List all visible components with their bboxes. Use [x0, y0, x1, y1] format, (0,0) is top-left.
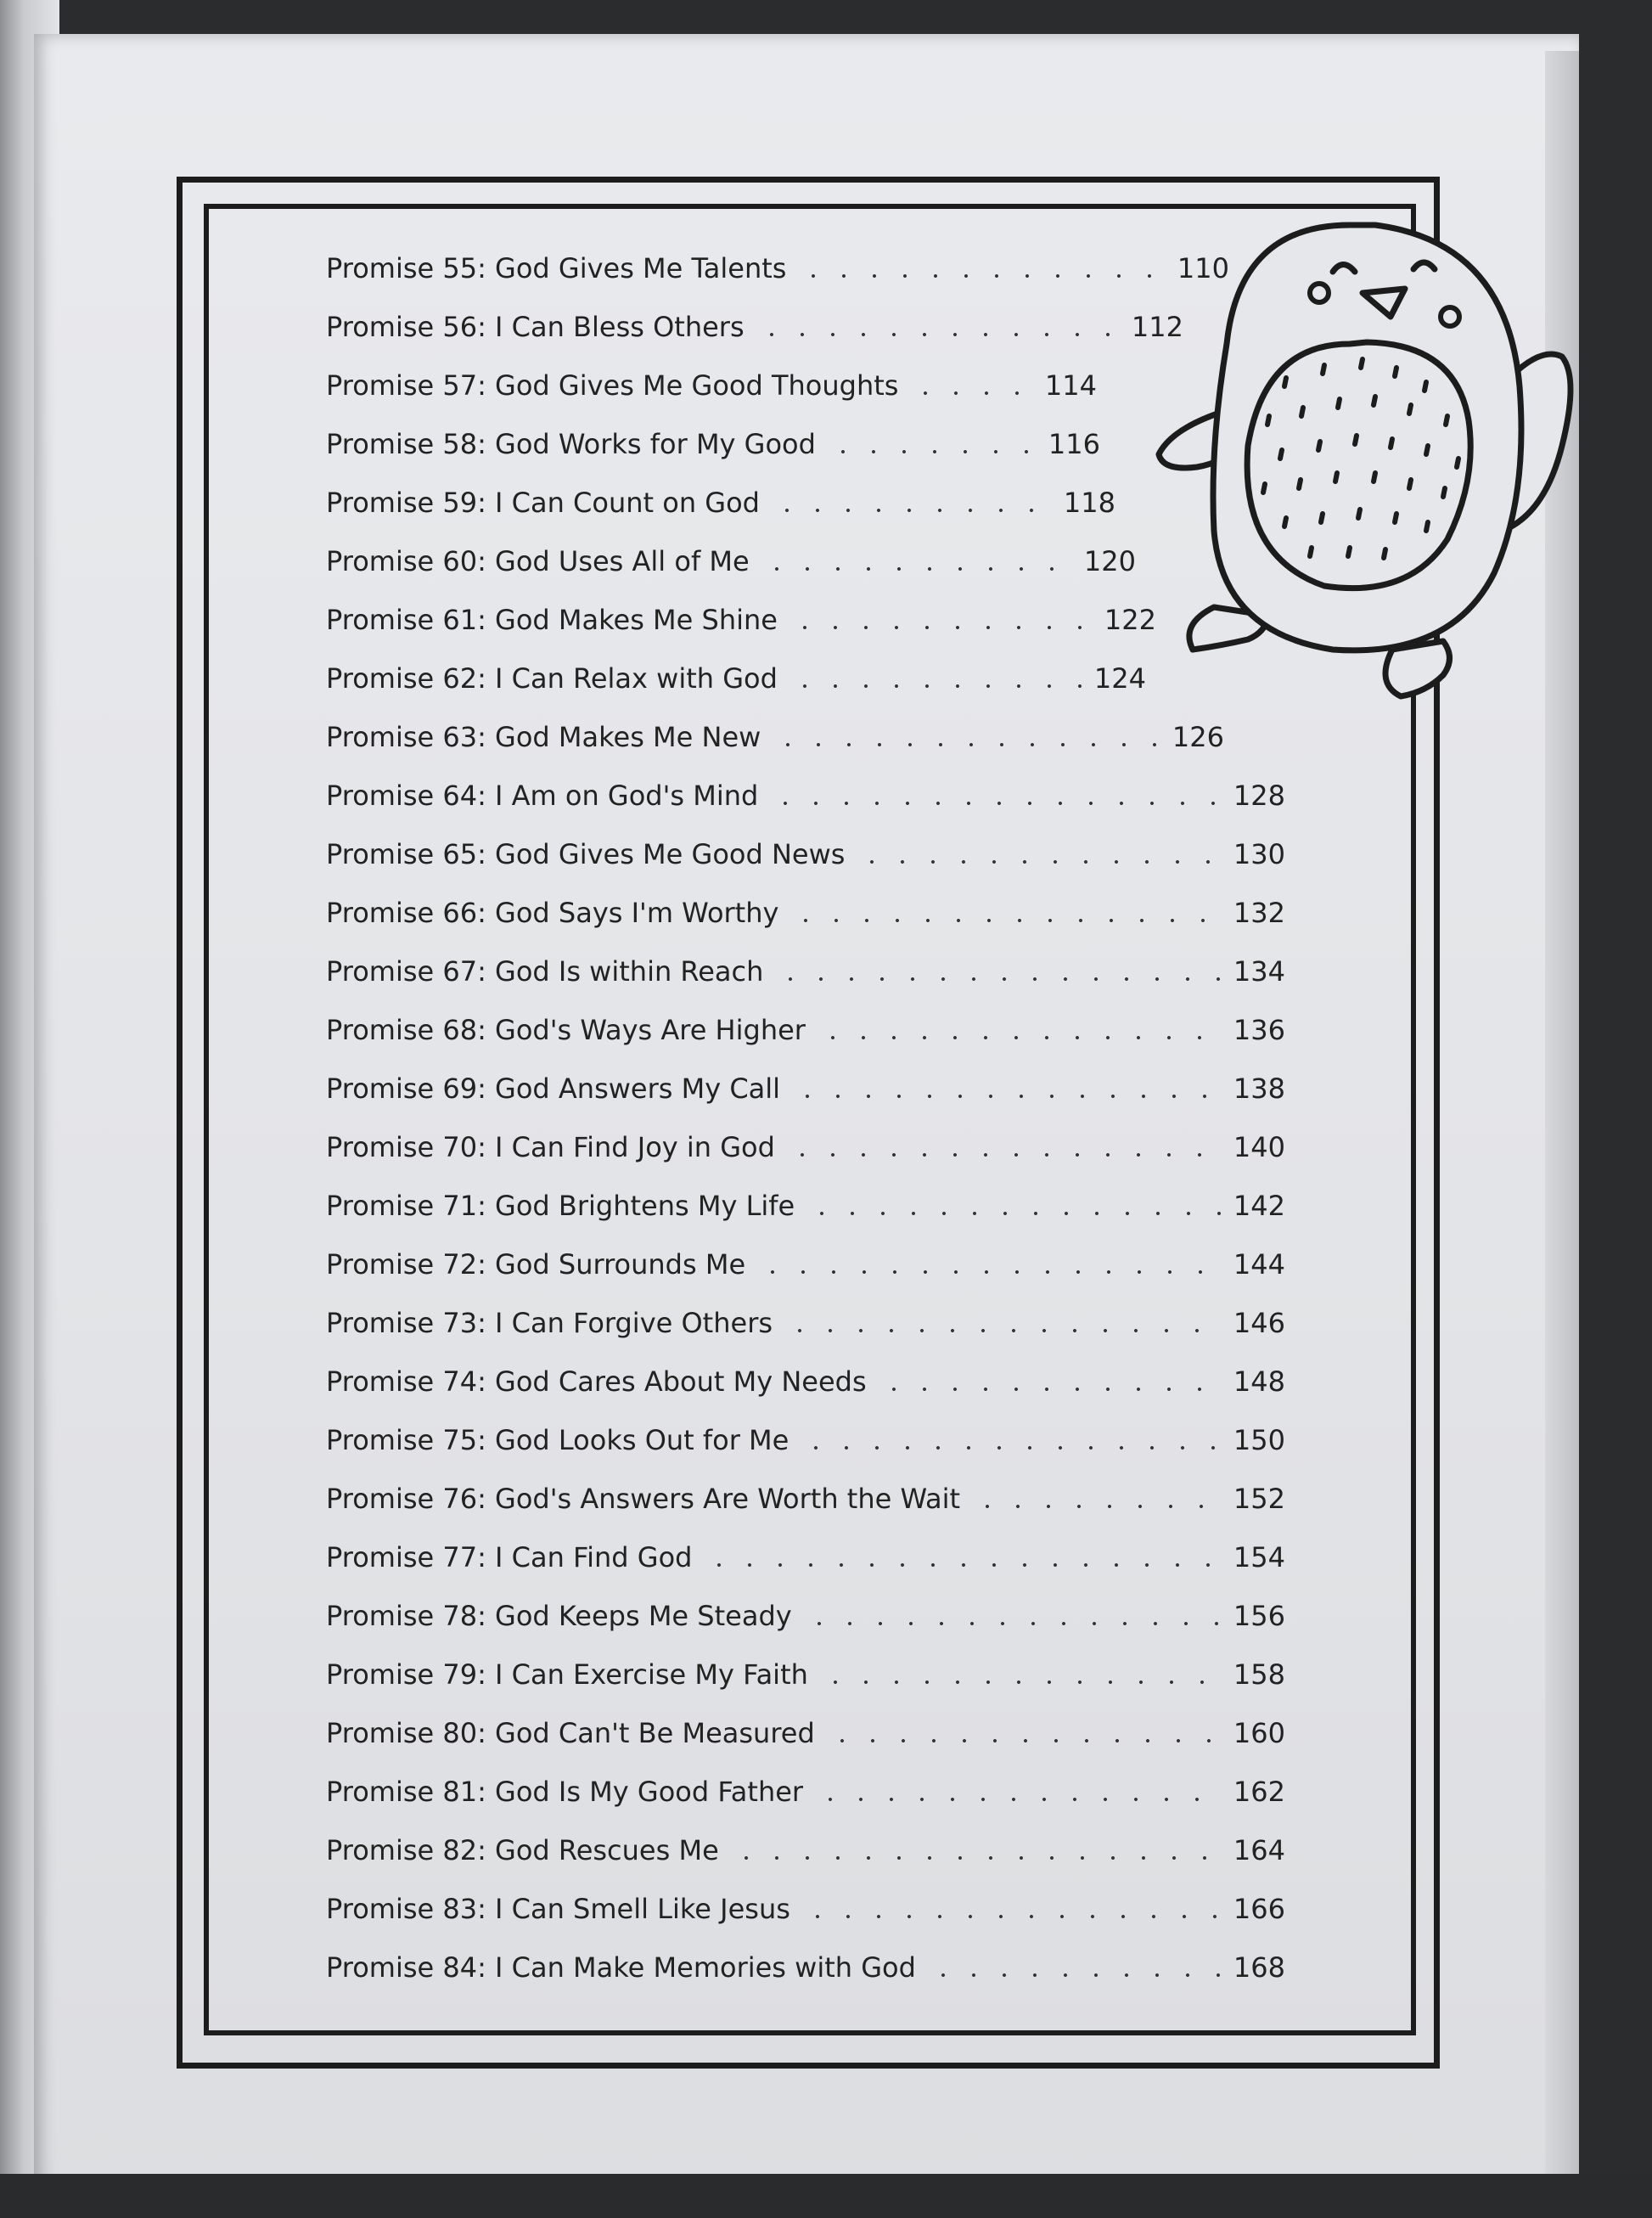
toc-entry-page: 140	[1233, 1131, 1285, 1163]
toc-entry-title: Promise 82: God Rescues Me	[326, 1834, 719, 1866]
toc-entry-page: 130	[1233, 838, 1285, 870]
toc-entry	[326, 1766, 1285, 1817]
toc-leader-dots	[801, 1446, 1222, 1450]
toc-entry	[326, 1708, 1285, 1759]
toc-entry	[326, 1239, 1285, 1290]
toc-leader-dots	[828, 450, 1037, 453]
toc-entry	[326, 419, 1100, 470]
toc-leader-dots	[806, 1212, 1222, 1215]
toc-entry-page: 148	[1233, 1365, 1285, 1398]
toc-entry	[326, 243, 1229, 294]
toc-entry-title: Promise 70: I Can Find Joy in God	[326, 1131, 775, 1163]
toc-entry-page: 128	[1233, 780, 1285, 812]
toc-entry-page: 158	[1233, 1658, 1285, 1691]
toc-leader-dots	[820, 1680, 1222, 1684]
penguin-icon	[1121, 174, 1579, 718]
toc-entry	[326, 301, 1183, 352]
toc-entry	[326, 887, 1285, 938]
toc-entry	[326, 1473, 1285, 1524]
toc-entry	[326, 360, 1097, 411]
toc-entry-title: Promise 64: I Am on God's Mind	[326, 780, 759, 812]
toc-entry-title: Promise 69: God Answers My Call	[326, 1072, 781, 1105]
toc-entry-title: Promise 78: God Keeps Me Steady	[326, 1600, 792, 1632]
toc-entry-title: Promise 61: God Makes Me Shine	[326, 604, 778, 636]
toc-entry	[326, 653, 1146, 704]
toc-entry-title: Promise 81: God Is My Good Father	[326, 1776, 804, 1808]
toc-entry-page: 156	[1233, 1600, 1285, 1632]
toc-entry-title: Promise 58: God Works for My Good	[326, 428, 816, 460]
toc-entry-page: 164	[1233, 1834, 1285, 1866]
toc-leader-dots	[804, 1622, 1222, 1625]
toc-entry	[326, 946, 1285, 997]
toc-entry	[326, 1356, 1285, 1407]
toc-entry	[326, 1122, 1285, 1173]
toc-entry-title: Promise 56: I Can Bless Others	[326, 311, 745, 343]
toc-leader-dots	[789, 626, 1093, 629]
toc-entry-page: 160	[1233, 1717, 1285, 1749]
toc-entry-page: 142	[1233, 1190, 1285, 1222]
toc-leader-dots	[827, 1739, 1222, 1742]
toc-entry-page: 122	[1104, 604, 1156, 636]
toc-entry-page: 136	[1233, 1014, 1285, 1046]
toc-leader-dots	[756, 333, 1120, 336]
toc-entry-title: Promise 65: God Gives Me Good News	[326, 838, 846, 870]
toc-entry	[326, 1532, 1285, 1583]
toc-leader-dots	[704, 1563, 1221, 1567]
toc-entry-title: Promise 83: I Can Smell Like Jesus	[326, 1893, 790, 1925]
toc-entry	[326, 594, 1156, 645]
toc-leader-dots	[773, 743, 1160, 746]
toc-leader-dots	[910, 391, 1032, 395]
toc-entry-title: Promise 79: I Can Exercise My Faith	[326, 1658, 808, 1691]
toc-leader-dots	[789, 684, 1082, 688]
toc-entry-page: 118	[1063, 487, 1115, 519]
toc-entry	[326, 1298, 1285, 1348]
toc-leader-dots	[731, 1856, 1222, 1860]
toc-entry-title: Promise 76: God's Answers Are Worth the Wait	[326, 1483, 961, 1515]
toc-leader-dots	[761, 567, 1072, 571]
toc-entry-title: Promise 77: I Can Find God	[326, 1541, 693, 1573]
toc-leader-dots	[757, 1270, 1222, 1274]
toc-entry-page: 166	[1233, 1893, 1285, 1925]
toc-entry-title: Promise 75: God Looks Out for Me	[326, 1424, 789, 1456]
toc-entry-page: 162	[1233, 1776, 1285, 1808]
toc-leader-dots	[972, 1505, 1222, 1508]
toc-entry-title: Promise 80: God Can't Be Measured	[326, 1717, 815, 1749]
toc-entry-page: 112	[1131, 311, 1183, 343]
toc-leader-dots	[775, 977, 1222, 981]
toc-entry-page: 168	[1233, 1951, 1285, 1984]
toc-entry	[326, 1590, 1285, 1641]
toc-leader-dots	[772, 509, 1052, 512]
toc-leader-dots	[879, 1388, 1222, 1391]
table-surface	[0, 2174, 1652, 2218]
toc-entry	[326, 536, 1136, 587]
toc-entry	[326, 770, 1285, 821]
toc-leader-dots	[818, 1036, 1222, 1039]
toc-leader-dots	[802, 1915, 1222, 1918]
toc-leader-dots	[815, 1798, 1222, 1801]
toc-entry	[326, 1649, 1285, 1700]
toc-entry-title: Promise 59: I Can Count on God	[326, 487, 760, 519]
toc-entry-title: Promise 84: I Can Make Memories with God	[326, 1951, 916, 1984]
toc-entry-page: 150	[1233, 1424, 1285, 1456]
toc-entry-page: 132	[1233, 897, 1285, 929]
toc-entry-page: 114	[1044, 369, 1097, 402]
toc-leader-dots	[784, 1329, 1222, 1332]
toc-entry-page: 146	[1233, 1307, 1285, 1339]
toc-entry-title: Promise 66: God Says I'm Worthy	[326, 897, 779, 929]
toc-entry	[326, 1005, 1285, 1056]
toc-entry-title: Promise 73: I Can Forgive Others	[326, 1307, 773, 1339]
toc-entry-page: 138	[1233, 1072, 1285, 1105]
toc-entry	[326, 1063, 1285, 1114]
toc-entry	[326, 1825, 1285, 1876]
toc-entry-title: Promise 60: God Uses All of Me	[326, 545, 750, 577]
toc-entry-title: Promise 57: God Gives Me Good Thoughts	[326, 369, 899, 402]
toc-entry	[326, 477, 1115, 528]
toc-leader-dots	[798, 274, 1165, 278]
toc-entry-page: 154	[1233, 1541, 1285, 1573]
toc-entry-page: 134	[1233, 955, 1285, 988]
toc-entry-page: 126	[1172, 721, 1224, 753]
toc-entry	[326, 829, 1285, 880]
toc-entry-title: Promise 71: God Brightens My Life	[326, 1190, 795, 1222]
toc-entry	[326, 1942, 1285, 1993]
toc-entry-page: 110	[1177, 252, 1229, 284]
toc-leader-dots	[792, 1095, 1222, 1098]
toc-entry-title: Promise 55: God Gives Me Talents	[326, 252, 787, 284]
toc-entry	[326, 1180, 1285, 1231]
toc-entry	[326, 1883, 1285, 1934]
toc-entry-page: 116	[1048, 428, 1100, 460]
toc-leader-dots	[770, 802, 1222, 805]
toc-leader-dots	[787, 1153, 1222, 1157]
toc-leader-dots	[928, 1973, 1222, 1977]
toc-leader-dots	[790, 919, 1221, 922]
toc-entry-title: Promise 68: God's Ways Are Higher	[326, 1014, 806, 1046]
toc-entry-page: 124	[1093, 662, 1146, 695]
toc-entry-page: 152	[1233, 1483, 1285, 1515]
toc-leader-dots	[857, 860, 1222, 864]
toc-entry	[326, 1415, 1285, 1466]
toc-entry-title: Promise 74: God Cares About My Needs	[326, 1365, 867, 1398]
toc-entry	[326, 712, 1224, 763]
toc-entry-title: Promise 62: I Can Relax with God	[326, 662, 778, 695]
toc-entry-page: 120	[1083, 545, 1136, 577]
toc-entry-title: Promise 63: God Makes Me New	[326, 721, 761, 753]
toc-entry-page: 144	[1233, 1248, 1285, 1281]
toc-entry-title: Promise 67: God Is within Reach	[326, 955, 764, 988]
toc-entry-title: Promise 72: God Surrounds Me	[326, 1248, 746, 1281]
